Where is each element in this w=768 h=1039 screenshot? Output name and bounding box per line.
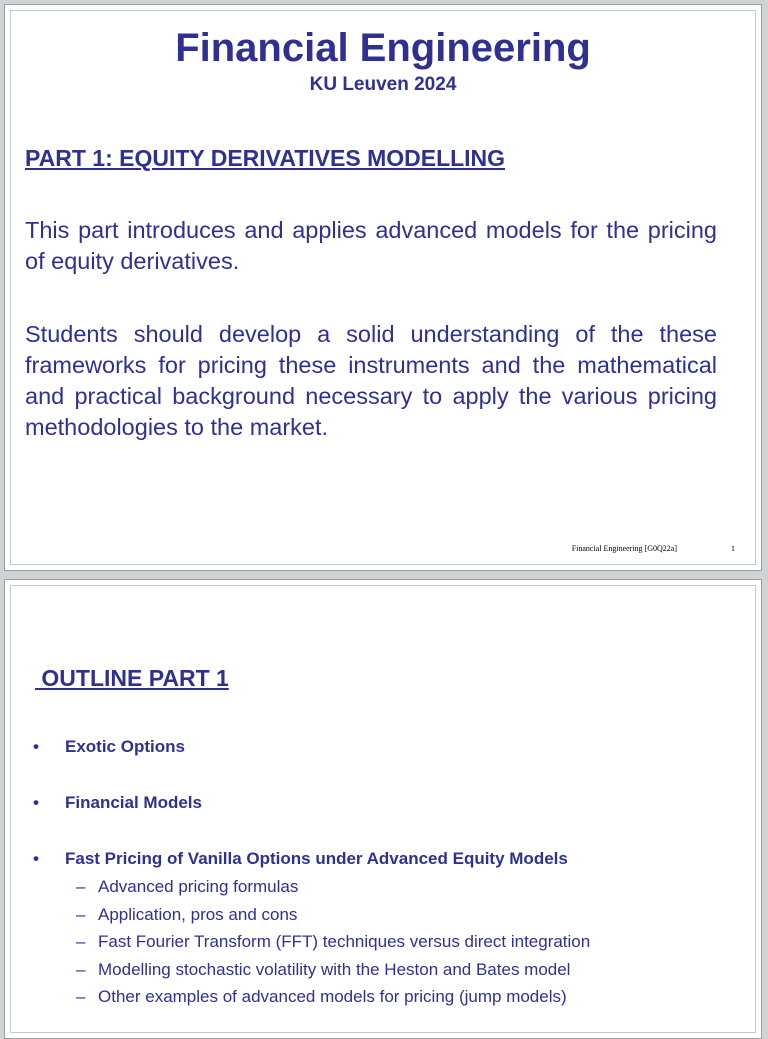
sub-item-label: Application, pros and cons [98,904,298,924]
sub-item [76,983,567,1011]
outline-heading: OUTLINE PART 1 [35,665,229,691]
dash-icon: – [76,959,86,979]
slide-2 [4,579,762,1039]
intro-paragraph: This part introduces and applies advanced models for the pricing of equity derivatives. [25,217,717,274]
slide-subtitle: KU Leuven 2024 [309,74,457,95]
sub-item-label: Modelling stochastic volatility with the Heston and Bates model [98,959,571,979]
bullet-item [33,737,185,757]
bullet-icon: • [33,849,39,868]
sub-item-label: Other examples of advanced models for pricing (jump models) [98,987,567,1006]
dash-icon: – [76,877,86,896]
slide-footer: Financial Engineering [G0Q22a] [571,544,677,553]
slide-1 [4,4,762,571]
bullet-label: Fast Pricing of Vanilla Options under Advanced Equity Models [65,849,568,868]
dash-icon: – [76,987,86,1006]
sub-item [76,956,570,984]
part-heading: PART 1: EQUITY DERIVATIVES MODELLING [25,145,506,171]
bullet-icon: • [33,793,39,812]
bullet-item [33,849,568,869]
bullet-label: Financial Models [65,793,202,812]
sub-item-label: Advanced pricing formulas [98,877,299,896]
sub-item [76,928,590,956]
bullet-label: Exotic Options [65,737,185,756]
bullet-icon: • [33,737,39,756]
dash-icon: – [76,932,86,951]
sub-item-label: Fast Fourier Transform (FFT) techniques versus direct integration [98,932,591,951]
page-number: 1 [731,544,735,553]
dash-icon: – [76,904,86,924]
slide-title: Financial Engineering [175,26,591,70]
sub-item [76,901,297,929]
bullet-item [33,793,202,813]
objectives-paragraph: Students should develop a solid understanding of the these frameworks for pricing these instruments and the mathematical and practical background necessary to apply the various pricing methodologies to the market. [25,321,717,440]
sub-item [76,873,298,901]
